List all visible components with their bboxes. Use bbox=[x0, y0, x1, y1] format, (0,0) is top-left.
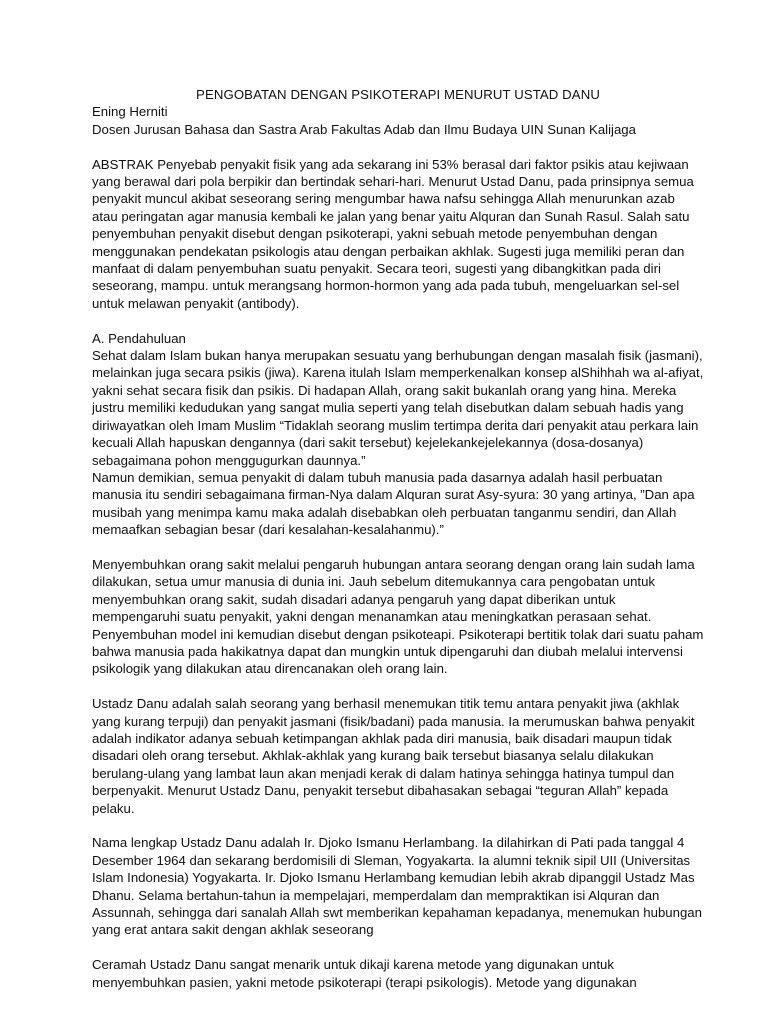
body-paragraph: Menyembuhkan orang sakit melalui pengaruh hubungan antara seorang dengan orang lain sudah lama dilakukan, setua umur manusia di dunia ini. Jauh sebelum ditemukannya cara pengobatan untuk menyembuhkan orang sakit, sudah disadari adanya pengaruh yang dapat diberikan untuk mempengaruhi suatu penyakit, yakni dengan menanamkan atau meningkatkan perasaan sehat. Penyembuhan model ini kemudian disebut dengan psikoteapi. Psikoterapi bertitik tolak dari suatu paham bahwa manusia pada hakikatnya dapat dan mungkin untuk dipengaruhi dan diubah melalui intervensi psikologik yang dilakukan atau direncanakan oleh orang lain. bbox=[92, 556, 704, 677]
abstract-paragraph: ABSTRAK Penyebab penyakit fisik yang ada sekarang ini 53% berasal dari faktor psikis atau kejiwaan yang berawal dari pola berpikir dan bertindak sehari-hari. Menurut Ustad Danu, pada prinsipnya semua penyakit muncul akibat seseorang sering mengumbar hawa nafsu sehingga Allah menurunkan azab atau peringatan agar manusia kembali ke jalan yang benar yaitu Alquran dan Sunah Rasul. Salah satu penyembuhan penyakit disebut dengan psikoterapi, yakni sebuah metode penyembuhan dengan menggunakan pendekatan psikologis atau dengan perbaikan akhlak. Sugesti juga memiliki peran dan manfaat di dalam penyembuhan suatu penyakit. Secara teori, sugesti yang dibangkitkan pada diri seseorang, mampu. untuk merangsang hormon-hormon yang ada pada tubuh, mengeluarkan sel-sel untuk melawan penyakit (antibody). bbox=[92, 156, 694, 311]
body-paragraph: Nama lengkap Ustadz Danu adalah Ir. Djoko Ismanu Herlambang. Ia dilahirkan di Pati pada tanggal 4 Desember 1964 dan sekarang berdomisili di Sleman, Yogyakarta. Ia alumni teknik sipil UII (Universitas Islam Indonesia) Yogyakarta. Ir. Djoko Ismanu Herlambang kemudian lebih akrab dipanggil Ustadz Mas Dhanu. Selama bertahun-tahun ia mempelajari, memperdalam dan mempraktikan isi Alquran dan Assunnah, sehingga dari sanalah Allah swt memberikan kepahaman kepadanya, menemukan hubungan yang erat antara sakit dengan akhlak seseorang bbox=[92, 835, 702, 938]
body-paragraph: Sehat dalam Islam bukan hanya merupakan sesuatu yang berhubungan dengan masalah fisik (jasmani), melainkan juga secara psikis (jiwa). Karena itulah Islam memperkenalkan konsep alShihhah wa al-afiyat, yakni sehat secara fisik dan psikis. Di hadapan Allah, orang sakit bukanlah orang yang hina. Mereka justru memiliki kedudukan yang sangat mulia seperti yang telah disebutkan dalam sebuah hadis yang diriwayatkan oleh Imam Muslim “Tidaklah seorang muslim tertimpa derita dari penyakit atau perkara lain kecuali Allah hapuskan dengannya (dari sakit tersebut) kejelekankejelekannya (dosa-dosanya) sebagaimana pohon menggugurkan daunnya.” bbox=[92, 348, 704, 468]
spacer bbox=[92, 678, 704, 695]
author-name: Ening Herniti bbox=[92, 104, 168, 120]
body-paragraph: Ceramah Ustadz Danu sangat menarik untuk dikaji karena metode yang digunakan untuk menyembuhkan pasien, yakni metode psikoterapi (terapi psikologis). Metode yang digunakan bbox=[92, 957, 637, 990]
spacer bbox=[92, 817, 704, 834]
spacer bbox=[92, 138, 704, 155]
document-page bbox=[92, 86, 704, 991]
spacer bbox=[92, 539, 704, 556]
body-paragraph: Ustadz Danu adalah salah seorang yang berhasil menemukan titik temu antara penyakit jiwa (akhlak yang kurang terpuji) dan penyakit jasmani (fisik/badani) pada manusia. Ia merumuskan bahwa penyakit adalah indikator adanya sebuah ketimpangan akhlak pada diri manusia, baik disadari maupun tidak disadari oleh orang tersebut. Akhlak-akhlak yang kurang baik tersebut biasanya selalu dilakukan berulang-ulang yang lambat laun akan menjadi kerak di dalam hatinya sehingga hatinya tumpul dan berpenyakit. Menurut Ustadz Danu, penyakit tersebut dibahasakan sebagai “teguran Allah” kepada pelaku. bbox=[92, 696, 695, 816]
body-paragraph: Namun demikian, semua penyakit di dalam tubuh manusia pada dasarnya adalah hasil perbuatan manusia itu sendiri sebagaimana firman-Nya dalam Alquran surat Asy-syura: 30 yang artinya, ”Dan apa musibah yang menimpa kamu maka adalah disebabkan oleh perbuatan tanganmu sendiri, dan Allah memaafkan sebagian besar (dari kesalahan-kesalahanmu).” bbox=[92, 469, 695, 538]
section-heading: A. Pendahuluan bbox=[92, 330, 186, 346]
document-title: PENGOBATAN DENGAN PSIKOTERAPI MENURUT USTAD DANU bbox=[196, 87, 600, 102]
spacer bbox=[92, 312, 704, 329]
spacer bbox=[92, 939, 704, 956]
author-affiliation: Dosen Jurusan Bahasa dan Sastra Arab Fakultas Adab dan Ilmu Budaya UIN Sunan Kalijaga bbox=[92, 121, 636, 137]
